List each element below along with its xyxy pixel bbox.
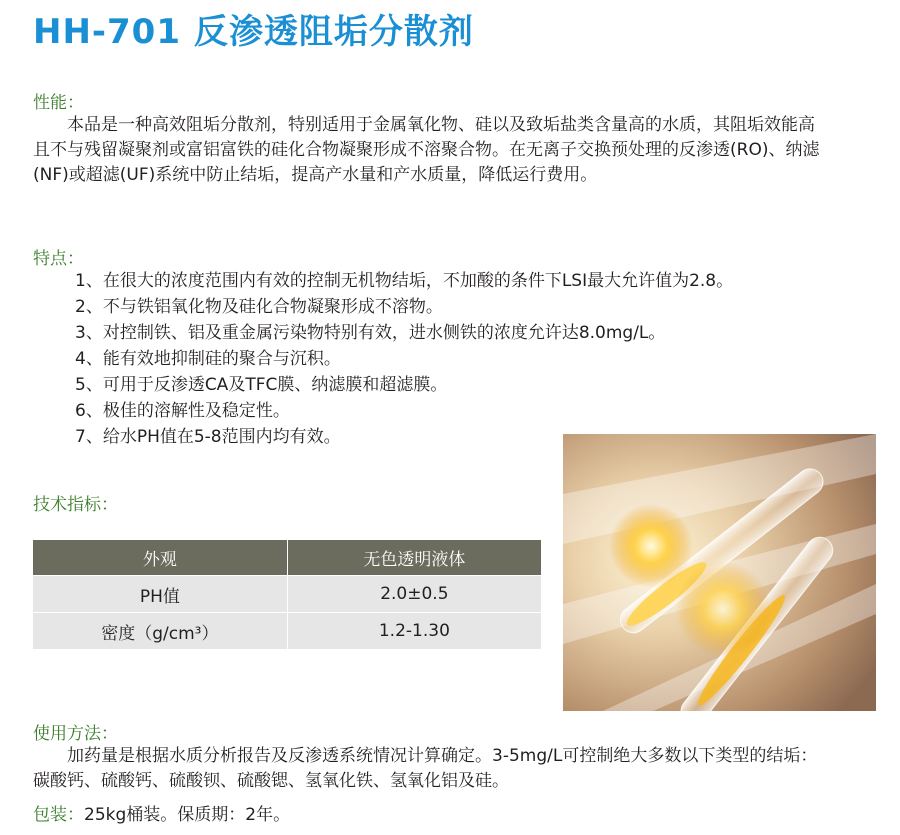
spec-table <box>33 540 542 649</box>
usage-heading: 使用方法： <box>33 724 118 744</box>
packaging-text: 25kg桶装。保质期：2年。 <box>84 805 291 825</box>
spec-header-row <box>33 540 542 576</box>
packaging-label: 包装： <box>33 805 84 825</box>
spec-cell: 2.0±0.5 <box>287 576 541 613</box>
spec-cell: 密度（g/cm³） <box>33 613 287 650</box>
performance-heading: 性能： <box>33 93 84 113</box>
feature-item: 5、可用于反渗透CA及TFC膜、纳滤膜和超滤膜。 <box>75 375 448 395</box>
performance-text: 本品是一种高效阻垢分散剂，特别适用于金属氧化物、硅以及致垢盐类含量高的水质，其阻垢效能高且不与残留凝聚剂或富铝富铁的硅化合物凝聚形成不溶聚合物。在无离子交换预处理的反渗透(RO)、纳滤(NF)或超滤(UF)系统中防止结垢，提高产水量和产水质量，降低运行费用。 <box>33 115 820 185</box>
feature-item: 1、在很大的浓度范围内有效的控制无机物结垢，不加酸的条件下LSI最大允许值为2.8。 <box>75 271 734 291</box>
spec-row <box>33 613 542 650</box>
spec-header-cell: 外观 <box>33 540 287 576</box>
feature-item: 3、对控制铁、铝及重金属污染物特别有效，进水侧铁的浓度允许达8.0mg/L。 <box>75 323 666 343</box>
feature-item: 2、不与铁铝氧化物及硅化合物凝聚形成不溶物。 <box>75 297 443 317</box>
page-title: HH-701 反渗透阻垢分散剂 <box>33 12 474 52</box>
test-tubes-photo <box>563 434 876 711</box>
features-list <box>75 268 733 450</box>
test-tubes-illustration <box>563 434 876 711</box>
specs-heading: 技术指标： <box>33 495 118 515</box>
feature-item: 6、极佳的溶解性及稳定性。 <box>75 401 290 421</box>
feature-item: 7、给水PH值在5-8范围内均有效。 <box>75 427 341 447</box>
spec-cell: PH值 <box>33 576 287 613</box>
spec-cell: 1.2-1.30 <box>287 613 541 650</box>
spec-header-cell: 无色透明液体 <box>287 540 541 576</box>
feature-item: 4、能有效地抑制硅的聚合与沉积。 <box>75 349 341 369</box>
usage-text: 加药量是根据水质分析报告及反渗透系统情况计算确定。3-5mg/L可控制绝大多数以下类型的结垢：碳酸钙、硫酸钙、硫酸钡、硫酸锶、氢氧化铁、氢氧化铝及硅。 <box>33 746 818 791</box>
features-heading: 特点： <box>33 249 84 269</box>
spec-row <box>33 576 542 613</box>
packaging-line <box>33 800 290 825</box>
